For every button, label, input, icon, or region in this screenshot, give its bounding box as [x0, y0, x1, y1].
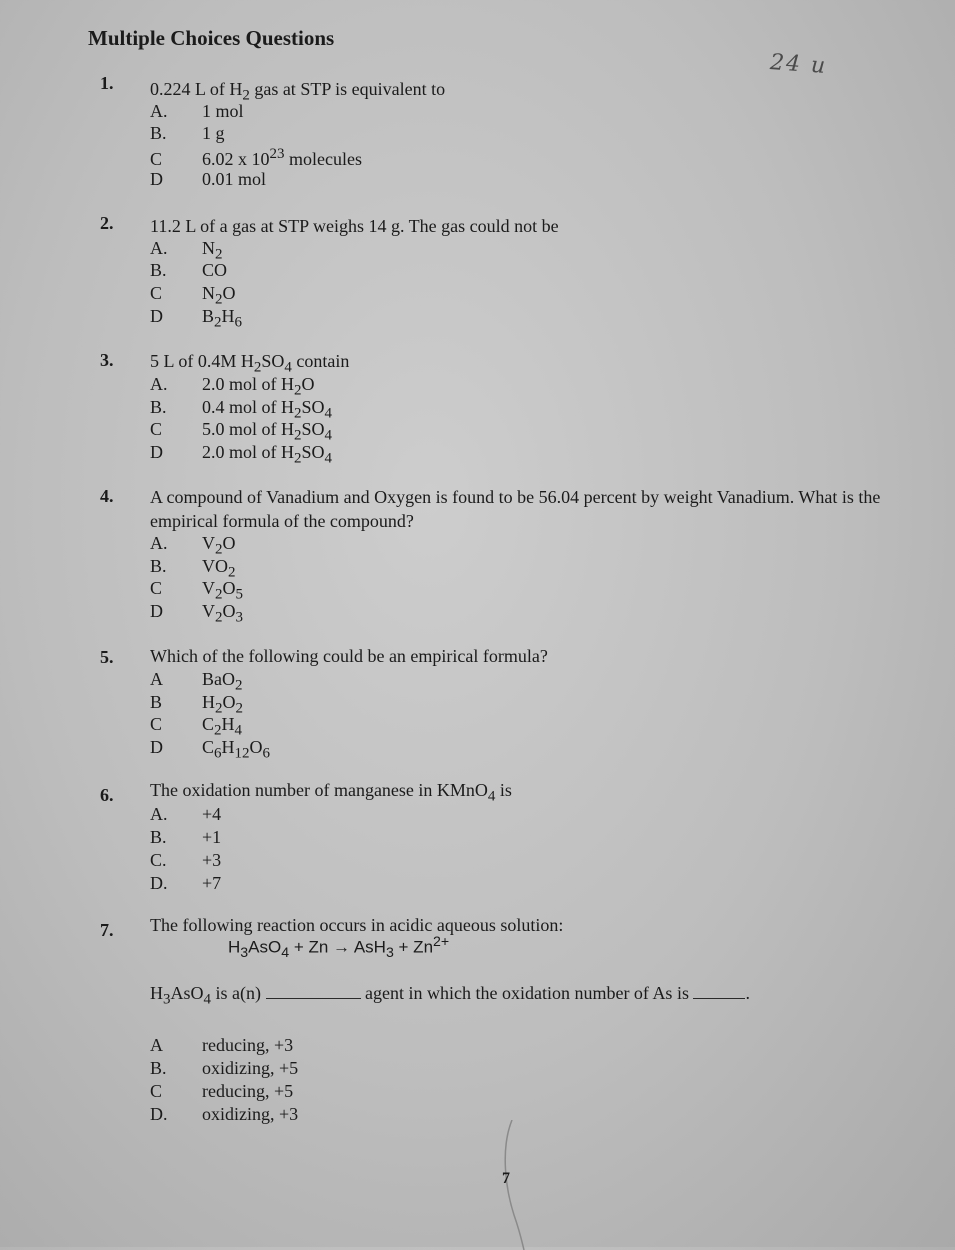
question-stem: 5 L of 0.4M $H_2SO_4$ contain	[150, 351, 350, 376]
page-number: 7	[502, 1170, 510, 1187]
question-stem: The oxidation number of manganese in KMnO$_4$ is	[150, 780, 512, 805]
question-stem: 11.2 L of a gas at STP weighs 14 g. The gas could not be	[150, 216, 559, 236]
answer-option[interactable]: C $V_2O_5$	[150, 578, 243, 603]
answer-option[interactable]: D 0.01 mol	[150, 169, 267, 189]
answer-option[interactable]: B. 0.4 mol of $H_2SO_4$	[150, 397, 333, 422]
reaction-equation: $H_3AsO_4 + Zn \to AsH_3 + Zn^{2+}$	[228, 934, 450, 962]
question-number: 4.	[100, 486, 114, 506]
question-stem: 0.224 L of $H_2$ gas at STP is equivalent to	[150, 79, 446, 104]
answer-option[interactable]: B. 1 g	[150, 123, 225, 143]
answer-option[interactable]: D. +7	[150, 873, 222, 893]
answer-option[interactable]: A reducing, +3	[150, 1035, 294, 1055]
answer-option[interactable]: C 5.0 mol of $H_2SO_4$	[150, 419, 333, 444]
answer-option[interactable]: B $H_2O_2$	[150, 692, 243, 717]
page-title: Multiple Choices Questions	[88, 26, 335, 50]
answer-option[interactable]: B. oxidizing, +5	[150, 1058, 299, 1078]
answer-option[interactable]: A. 2.0 mol of $H_2O$	[150, 374, 315, 399]
answer-option[interactable]: A. 1 mol	[150, 101, 244, 121]
answer-option[interactable]: D. oxidizing, +3	[150, 1104, 299, 1124]
question-number: 5.	[100, 647, 114, 667]
question-number: 2.	[100, 213, 114, 233]
answer-option[interactable]: C. +3	[150, 850, 222, 870]
fill-in-blank-question: $H_3AsO_4$ is a(n) agent in which the oxidation number of As is .	[150, 983, 750, 1008]
answer-option[interactable]: B. $VO_2$	[150, 556, 236, 581]
answer-option[interactable]: D $B_2H_6$	[150, 306, 243, 331]
answer-option[interactable]: D $V_2O_3$	[150, 601, 243, 626]
answer-option[interactable]: A BaO$_2$	[150, 669, 243, 694]
answer-blank[interactable]	[693, 997, 745, 999]
handwritten-note: 24 u	[769, 50, 828, 79]
answer-blank[interactable]	[266, 997, 361, 999]
question-number: 7.	[100, 920, 114, 940]
answer-option[interactable]: D $C_6H_{12}O_6$	[150, 737, 271, 762]
question-number: 6.	[100, 785, 114, 805]
question-number: 1.	[100, 73, 114, 93]
question-stem: The following reaction occurs in acidic aqueous solution:	[150, 915, 564, 935]
arrow-icon: →	[333, 937, 351, 957]
answer-option[interactable]: C $C_2H_4$	[150, 714, 243, 739]
answer-option[interactable]: D 2.0 mol of $H_2SO_4$	[150, 442, 333, 467]
answer-option[interactable]: B. CO	[150, 260, 228, 280]
answer-option[interactable]: C reducing, +5	[150, 1081, 294, 1101]
answer-option[interactable]: B. +1	[150, 827, 222, 847]
question-stem: Which of the following could be an empirical formula?	[150, 646, 548, 666]
question-number: 3.	[100, 350, 114, 370]
answer-option[interactable]: C 6.02 x $10^{23}$ molecules	[150, 146, 362, 169]
answer-option[interactable]: A. +4	[150, 804, 222, 824]
question-stem: A compound of Vanadium and Oxygen is found to be 56.04 percent by weight Vanadium. What is the empirical formula of the compound?	[150, 487, 881, 531]
answer-option[interactable]: A. $N_2$	[150, 238, 223, 263]
answer-option[interactable]: C $N_2O$	[150, 283, 236, 308]
answer-option[interactable]: A. $V_2O$	[150, 533, 236, 558]
